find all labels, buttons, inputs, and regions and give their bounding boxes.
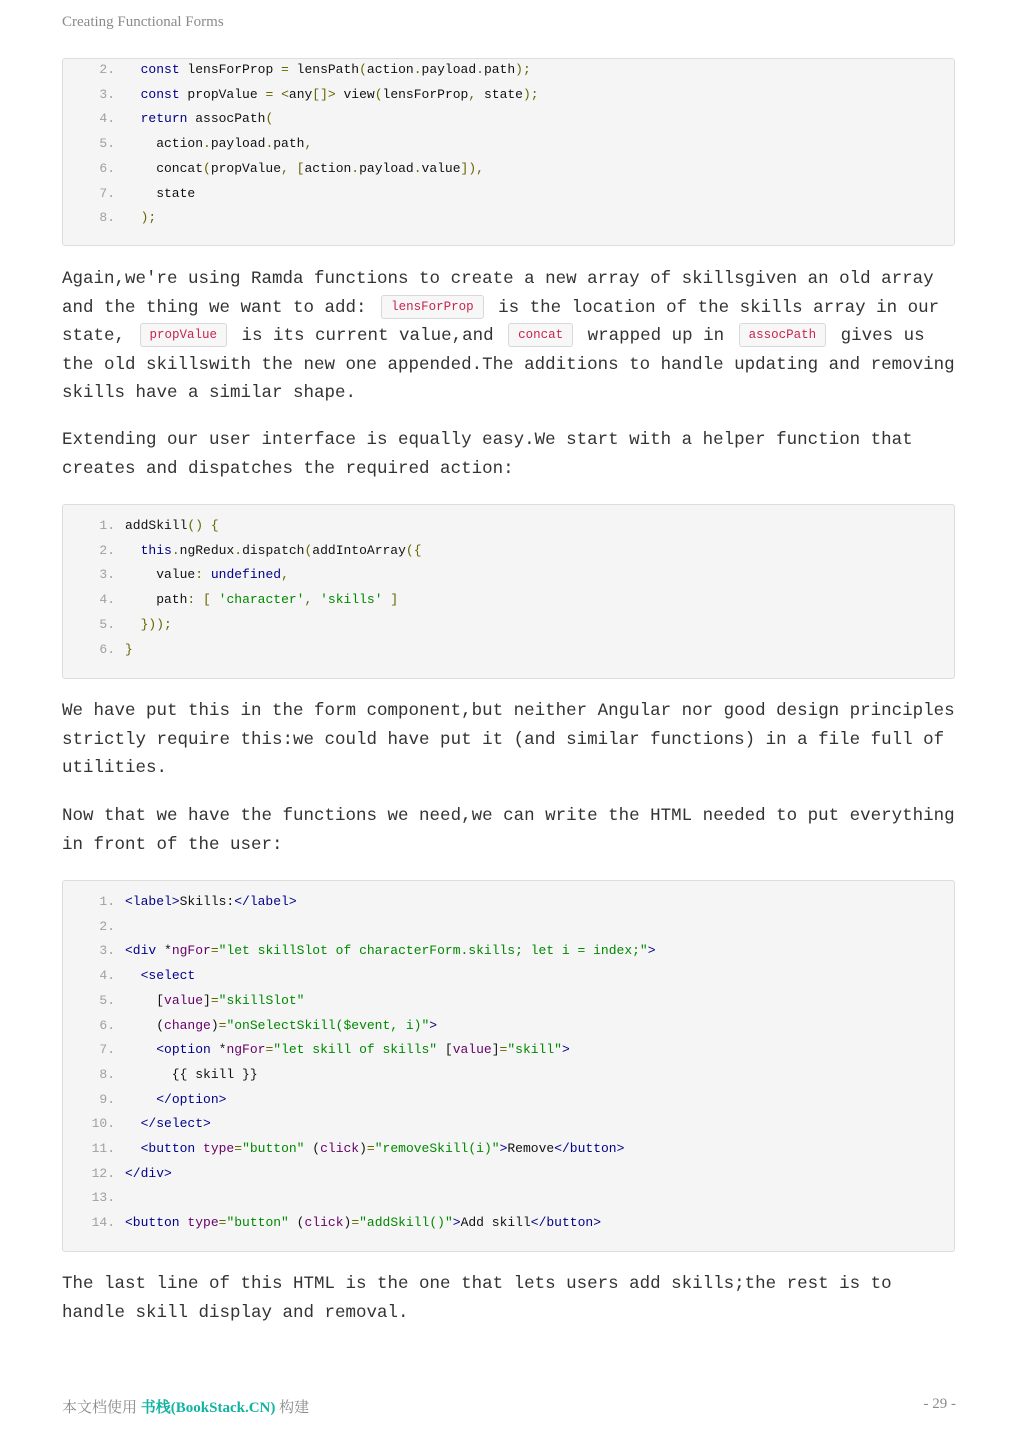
code-token: ,: [304, 136, 313, 152]
code-token: action: [366, 62, 414, 77]
code-token: "let skillSlot of characterForm.skills; let i = index;": [218, 943, 648, 959]
code-token: "let skill of skills": [273, 1042, 438, 1058]
code-token: path: [273, 136, 305, 152]
code-token: (: [304, 1141, 321, 1156]
inline-code-lensforprop: lensForProp: [381, 295, 484, 319]
code-token: ,: [281, 160, 289, 176]
code-text: [125, 966, 195, 986]
code-token: "skillSlot": [218, 992, 305, 1008]
code-token: undefined: [210, 567, 282, 583]
line-number: 1.: [99, 518, 115, 533]
code-line: [63, 1114, 953, 1134]
code-line: [63, 966, 953, 986]
code-token: ngFor: [171, 943, 211, 959]
code-token: <option: [156, 1042, 211, 1058]
code-token: state: [476, 86, 523, 102]
code-token: .: [413, 62, 422, 77]
line-number: 12.: [91, 1165, 115, 1181]
code-text: [125, 516, 219, 536]
code-token: value: [125, 567, 196, 583]
code-token: payload: [210, 136, 266, 152]
code-text: [125, 60, 531, 80]
code-token: value: [164, 992, 204, 1008]
code-token: >: [561, 1042, 570, 1058]
line-number: 2.: [99, 62, 115, 77]
code-token: [312, 592, 320, 607]
code-token: );: [140, 210, 157, 226]
code-token: "removeSkill(i)": [374, 1141, 500, 1156]
line-number: 7.: [99, 185, 115, 201]
line-number: 3.: [99, 943, 115, 959]
code-token: [125, 111, 141, 126]
code-token: ): [343, 1215, 352, 1231]
paragraph-conclusion: The last line of this HTML is the one that lets users add skills;the rest is to handle skill display and removal.: [62, 1274, 892, 1323]
code-token: ]: [203, 992, 211, 1008]
code-text: [125, 892, 297, 912]
line-number: 8.: [99, 210, 115, 226]
code-line: [63, 1040, 953, 1060]
paragraph-text: is the location of the skills array in our state,: [62, 297, 940, 346]
code-text: [125, 941, 656, 961]
code-token: "skill": [507, 1042, 562, 1058]
code-line: [63, 109, 953, 129]
line-number: 6.: [99, 160, 115, 176]
code-token: assocPath: [187, 111, 266, 127]
code-token: type: [203, 1141, 235, 1156]
code-token: lensPath: [288, 62, 360, 77]
code-line: [63, 991, 953, 1011]
code-block-reducer: [62, 58, 955, 246]
code-line: [63, 1065, 953, 1085]
line-number: 5.: [99, 616, 115, 632]
code-token: [125, 617, 141, 632]
paragraph-text: Again,we're using Ramda functions to create a new array of skillsgiven an old array and the thing we want to add:: [62, 269, 934, 318]
code-token: [203, 567, 211, 582]
paragraph-text: wrapped up in: [577, 326, 735, 346]
code-token: </button>: [554, 1141, 625, 1156]
code-line: [63, 1016, 953, 1036]
code-token: "addSkill()": [359, 1215, 453, 1231]
code-token: );: [522, 86, 539, 102]
code-token: =: [366, 1141, 375, 1156]
code-token: Add skill: [460, 1215, 531, 1231]
line-number: 9.: [99, 1091, 115, 1107]
line-number: 2.: [99, 542, 115, 558]
line-number: 5.: [99, 136, 115, 152]
code-token: dispatch: [242, 542, 305, 558]
line-number: 6.: [99, 641, 115, 657]
code-token: .: [203, 136, 211, 152]
code-token: [: [296, 160, 305, 176]
code-token: [125, 1141, 141, 1156]
code-text: [125, 159, 484, 179]
code-line: [63, 892, 953, 912]
paragraph-text: gives us the old skillswith the new one appended.The additions to handle updating and removing skills have a similar shape.: [62, 326, 955, 403]
code-token: .: [351, 160, 360, 176]
code-token: click: [304, 1215, 344, 1231]
code-text: [125, 1090, 226, 1110]
code-text: [125, 109, 273, 129]
footer-brand-link[interactable]: 书栈(BookStack.CN): [140, 1400, 276, 1416]
code-token: <select: [140, 968, 196, 984]
code-token: =: [210, 992, 219, 1008]
code-token: ]),: [460, 160, 484, 176]
code-token: [125, 87, 141, 102]
line-number: 11.: [91, 1141, 115, 1156]
code-token: }));: [140, 616, 172, 632]
code-token: ({: [405, 542, 422, 558]
code-line: [63, 60, 953, 80]
code-token: propValue: [210, 160, 282, 176]
code-token: ngRedux: [179, 542, 235, 558]
code-token: </label>: [234, 894, 297, 909]
code-token: Remove: [507, 1141, 555, 1156]
line-number: 3.: [99, 567, 115, 583]
code-text: [125, 1139, 624, 1159]
code-line: [63, 85, 953, 105]
code-token: *: [210, 1042, 227, 1058]
code-token: (): [187, 518, 204, 533]
code-token: =: [234, 1141, 243, 1156]
code-token: </div>: [125, 1165, 172, 1181]
paragraph-html-intro: Now that we have the functions we need,we can write the HTML needed to put everything in front of the user:: [62, 806, 955, 855]
code-text: [125, 208, 156, 228]
code-token: :: [195, 567, 204, 583]
code-line: [63, 134, 953, 154]
code-token: const: [140, 62, 180, 77]
code-token: }: [125, 641, 133, 657]
code-token: );: [515, 62, 531, 77]
line-number: 2.: [99, 918, 115, 934]
code-token: this: [140, 542, 172, 558]
code-token: (: [288, 1215, 305, 1231]
code-token: (: [359, 62, 367, 77]
code-token: [: [203, 592, 211, 608]
code-token: lensForProp: [382, 86, 469, 102]
line-number: 4.: [99, 592, 115, 608]
code-token: <label>: [125, 894, 180, 909]
code-token: (: [203, 160, 211, 176]
code-token: path: [483, 62, 516, 77]
code-block-html-template: [62, 880, 955, 1252]
code-token: {{ skill }}: [125, 1066, 258, 1082]
code-token: .: [265, 136, 274, 152]
line-number: 13.: [91, 1190, 115, 1206]
code-token: path: [125, 592, 188, 608]
inline-code-assocpath: assocPath: [739, 323, 827, 347]
code-token: .: [476, 62, 484, 77]
code-token: addIntoArray: [312, 542, 406, 558]
code-token: [: [437, 1042, 453, 1058]
code-line: [63, 1164, 953, 1184]
code-token: ): [210, 1017, 219, 1033]
code-token: =: [281, 62, 289, 77]
code-token: lensForProp: [179, 62, 282, 77]
code-token: type: [187, 1215, 219, 1231]
line-number: 5.: [99, 992, 115, 1008]
code-token: ): [359, 1141, 367, 1156]
code-token: :: [187, 592, 196, 608]
code-token: view: [335, 86, 375, 102]
code-token: =: [351, 1215, 360, 1231]
code-line: [63, 184, 953, 204]
code-text: [125, 640, 133, 660]
code-token: =: [218, 1215, 227, 1231]
code-token: "button": [242, 1141, 305, 1156]
paragraph-helper-intro: Extending our user interface is equally easy.We start with a helper function that creates and dispatches the required action:: [62, 430, 913, 479]
code-text: [125, 541, 422, 561]
code-line: [63, 1188, 953, 1208]
code-token: payload: [421, 62, 477, 77]
footer-prefix: 本文档使用: [62, 1400, 141, 1416]
code-token: (: [304, 542, 313, 558]
code-token: ngFor: [226, 1042, 266, 1058]
code-line: [63, 615, 953, 635]
code-token: [125, 1116, 141, 1131]
code-token: </button>: [530, 1215, 601, 1231]
paragraph-text: is its current value,and: [231, 326, 505, 346]
code-token: change: [164, 1017, 211, 1033]
code-text: [125, 1016, 437, 1036]
line-number: 6.: [99, 1017, 115, 1033]
code-token: propValue: [179, 86, 266, 102]
code-token: action: [125, 136, 204, 152]
code-line: [63, 1213, 953, 1233]
code-token: ,: [468, 86, 477, 102]
code-token: []>: [312, 86, 336, 102]
code-token: {: [210, 518, 219, 533]
code-token: (: [265, 111, 274, 127]
code-text: [125, 1040, 570, 1060]
code-token: [195, 592, 203, 607]
code-token: ,: [304, 592, 313, 608]
code-token: =: [210, 943, 219, 959]
code-token: .: [234, 542, 243, 558]
line-number: 8.: [99, 1066, 115, 1082]
page-number: - 29 -: [923, 1396, 956, 1412]
code-token: </select>: [140, 1116, 211, 1132]
code-token: value: [452, 1042, 492, 1058]
code-token: addSkill: [125, 518, 188, 533]
code-token: "button": [226, 1215, 289, 1231]
code-token: >: [429, 1017, 438, 1033]
line-number: 7.: [99, 1042, 115, 1058]
code-line: [63, 208, 953, 228]
line-number: 4.: [99, 111, 115, 127]
page-header-title: Creating Functional Forms: [62, 14, 224, 30]
inline-code-propvalue: propValue: [140, 323, 228, 347]
code-token: [195, 1141, 203, 1156]
code-token: =: [499, 1042, 508, 1058]
code-token: >: [499, 1141, 508, 1156]
footer-credit: [62, 1396, 309, 1417]
code-token: return: [140, 111, 188, 127]
code-token: concat: [125, 160, 204, 176]
code-text: [125, 1065, 258, 1085]
code-line: [63, 565, 953, 585]
code-token: Skills:: [179, 894, 235, 909]
code-token: [125, 543, 141, 558]
code-token: <button: [140, 1141, 196, 1156]
code-token: 'skills': [320, 592, 383, 608]
code-text: [125, 184, 195, 204]
line-number: 3.: [99, 86, 115, 102]
code-line: [63, 590, 953, 610]
code-token: .: [413, 160, 422, 176]
code-token: state: [125, 185, 196, 201]
line-number: 10.: [91, 1116, 115, 1132]
paragraph-design-note: We have put this in the form component,but neither Angular nor good design principles strictly require this:we could have put it (and similar functions) in a file full of utilities.: [62, 701, 955, 778]
code-token: ,: [281, 567, 289, 583]
line-number: 1.: [99, 894, 115, 909]
line-number: 4.: [99, 968, 115, 984]
code-line: [63, 516, 953, 536]
code-text: [125, 1164, 172, 1184]
code-block-addskill: [62, 504, 955, 679]
code-token: <button: [125, 1215, 180, 1231]
code-token: <: [281, 86, 289, 102]
code-token: [125, 62, 141, 77]
code-token: [125, 210, 141, 225]
footer-suffix: 构建: [275, 1400, 310, 1416]
code-token: action: [304, 160, 352, 176]
code-text: [125, 1114, 211, 1134]
code-text: [125, 590, 398, 610]
code-line: [63, 159, 953, 179]
code-token: (: [125, 1017, 165, 1033]
code-token: *: [156, 943, 172, 959]
code-token: ]: [390, 592, 399, 608]
code-text: [125, 991, 304, 1011]
code-token: [211, 592, 219, 607]
code-token: <div: [125, 943, 157, 959]
code-line: [63, 1090, 953, 1110]
code-token: const: [140, 86, 180, 102]
inline-code-concat: concat: [508, 323, 573, 347]
code-token: [125, 1092, 156, 1107]
code-token: any: [288, 86, 313, 102]
paragraph-ramda-explanation: [62, 265, 962, 408]
code-token: =: [218, 1017, 227, 1033]
code-token: [: [125, 992, 165, 1008]
code-line: [63, 640, 953, 660]
code-text: [125, 615, 172, 635]
line-number: 14.: [91, 1215, 115, 1231]
code-token: payload: [359, 160, 414, 176]
code-token: (: [374, 86, 383, 102]
code-token: =: [265, 1042, 274, 1058]
code-text: [125, 565, 289, 585]
code-line: [63, 541, 953, 561]
code-token: [273, 87, 281, 102]
code-token: </option>: [156, 1091, 227, 1107]
code-token: [289, 161, 297, 176]
code-token: >: [647, 943, 656, 959]
code-token: "onSelectSkill($event, i)": [226, 1017, 430, 1033]
code-token: [125, 968, 141, 983]
code-text: [125, 85, 539, 105]
code-token: =: [265, 86, 274, 102]
code-token: [203, 518, 211, 533]
code-token: >: [452, 1215, 461, 1231]
code-text: [125, 134, 312, 154]
code-token: value: [421, 160, 461, 176]
code-token: ]: [491, 1042, 500, 1058]
code-token: [125, 1042, 156, 1057]
code-line: [63, 1139, 953, 1159]
code-token: 'character': [218, 592, 305, 608]
code-line: [63, 917, 953, 937]
code-token: .: [171, 542, 180, 558]
code-line: [63, 941, 953, 961]
code-token: click: [320, 1141, 360, 1156]
code-text: [125, 1213, 601, 1233]
